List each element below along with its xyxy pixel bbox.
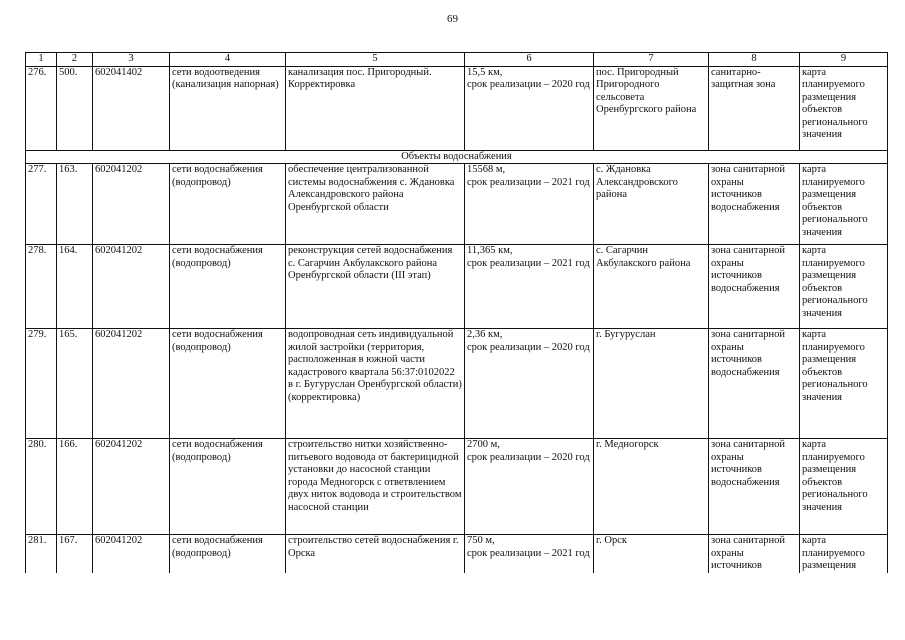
row-index: 279.	[26, 329, 57, 439]
object-map: карта планируемого размещения объектов регионального значения	[800, 66, 888, 150]
row-code: 500.	[57, 66, 93, 150]
object-zone: зона санитарной охраны источников водоснабжения	[709, 164, 800, 245]
column-number-row	[26, 53, 888, 67]
row-code: 167.	[57, 535, 93, 573]
object-name: реконструкция сетей водоснабжения с. Сагарчин Акбулакского района Оренбургской области (III этап)	[286, 245, 465, 329]
column-number: 7	[594, 53, 709, 67]
object-name: строительство сетей водоснабжения г. Орска	[286, 535, 465, 573]
column-number: 9	[800, 53, 888, 67]
row-code: 164.	[57, 245, 93, 329]
object-map: карта планируемого размещения объектов регионального значения	[800, 245, 888, 329]
table-row	[26, 66, 888, 150]
object-name: канализация пос. Пригородный. Корректировка	[286, 66, 465, 150]
object-location: г. Орск	[594, 535, 709, 573]
section-title: Объекты водоснабжения	[26, 150, 888, 164]
section-row	[26, 150, 888, 164]
object-parameters: 2,36 км, срок реализации – 2020 год	[465, 329, 594, 439]
object-type: сети водоснабжения (водопровод)	[170, 535, 286, 573]
object-location: пос. Пригородный Пригородного сельсовета Оренбургского района	[594, 66, 709, 150]
object-code: 602041202	[93, 439, 170, 535]
object-location: г. Бугуруслан	[594, 329, 709, 439]
page-number: 69	[447, 13, 458, 25]
table-row	[26, 164, 888, 245]
object-map: карта планируемого размещения объектов регионального значения	[800, 439, 888, 535]
row-index: 277.	[26, 164, 57, 245]
object-zone: зона санитарной охраны источников водоснабжения	[709, 245, 800, 329]
object-name: водопроводная сеть индивидуальной жилой застройки (территория, расположенная в южной части кадастрового квартала 56:37:0102022 в г. Бугуруслан Оренбургской области) (корректировка)	[286, 329, 465, 439]
object-location: с. Сагарчин Акбулакского района	[594, 245, 709, 329]
object-location: с. Ждановка Александровского района	[594, 164, 709, 245]
row-index: 278.	[26, 245, 57, 329]
object-zone: зона санитарной охраны источников водоснабжения	[709, 439, 800, 535]
column-number: 1	[26, 53, 57, 67]
table-row	[26, 535, 888, 573]
object-zone: зона санитарной охраны источников водоснабжения	[709, 329, 800, 439]
object-type: сети водоснабжения (водопровод)	[170, 329, 286, 439]
object-code: 602041202	[93, 245, 170, 329]
row-code: 165.	[57, 329, 93, 439]
object-map: карта планируемого размещения объектов регионального значения	[800, 329, 888, 439]
object-zone: санитарно-защитная зона	[709, 66, 800, 150]
object-code: 602041202	[93, 164, 170, 245]
object-map: карта планируемого размещения объектов регионального значения	[800, 164, 888, 245]
row-code: 166.	[57, 439, 93, 535]
object-parameters: 15,5 км, срок реализации – 2020 год	[465, 66, 594, 150]
object-type: сети водоснабжения (водопровод)	[170, 245, 286, 329]
object-code: 602041202	[93, 535, 170, 573]
column-number: 2	[57, 53, 93, 67]
object-type: сети водоснабжения (водопровод)	[170, 439, 286, 535]
object-type: сети водоотведения (канализация напорная)	[170, 66, 286, 150]
column-number: 5	[286, 53, 465, 67]
objects-table	[25, 52, 888, 573]
object-parameters: 2700 м, срок реализации – 2020 год	[465, 439, 594, 535]
table-row	[26, 439, 888, 535]
object-code: 602041202	[93, 329, 170, 439]
object-parameters: 11,365 км, срок реализации – 2021 год	[465, 245, 594, 329]
row-index: 281.	[26, 535, 57, 573]
object-parameters: 750 м, срок реализации – 2021 год	[465, 535, 594, 573]
row-code: 163.	[57, 164, 93, 245]
row-index: 280.	[26, 439, 57, 535]
column-number: 6	[465, 53, 594, 67]
object-name: обеспечение централизованной системы водоснабжения с. Ждановка Александровского района Оренбургской области	[286, 164, 465, 245]
column-number: 4	[170, 53, 286, 67]
object-name: строительство нитки хозяйственно-питьевого водовода от бактерицидной установки до насосной станции города Медногорск с ответвлением двух ниток водовода и строительством насосной станции	[286, 439, 465, 535]
table-row	[26, 329, 888, 439]
column-number: 8	[709, 53, 800, 67]
column-number: 3	[93, 53, 170, 67]
object-type: сети водоснабжения (водопровод)	[170, 164, 286, 245]
table-row	[26, 245, 888, 329]
object-location: г. Медногорск	[594, 439, 709, 535]
object-code: 602041402	[93, 66, 170, 150]
object-map: карта планируемого размещения	[800, 535, 888, 573]
row-index: 276.	[26, 66, 57, 150]
object-zone: зона санитарной охраны источников	[709, 535, 800, 573]
object-parameters: 15568 м, срок реализации – 2021 год	[465, 164, 594, 245]
